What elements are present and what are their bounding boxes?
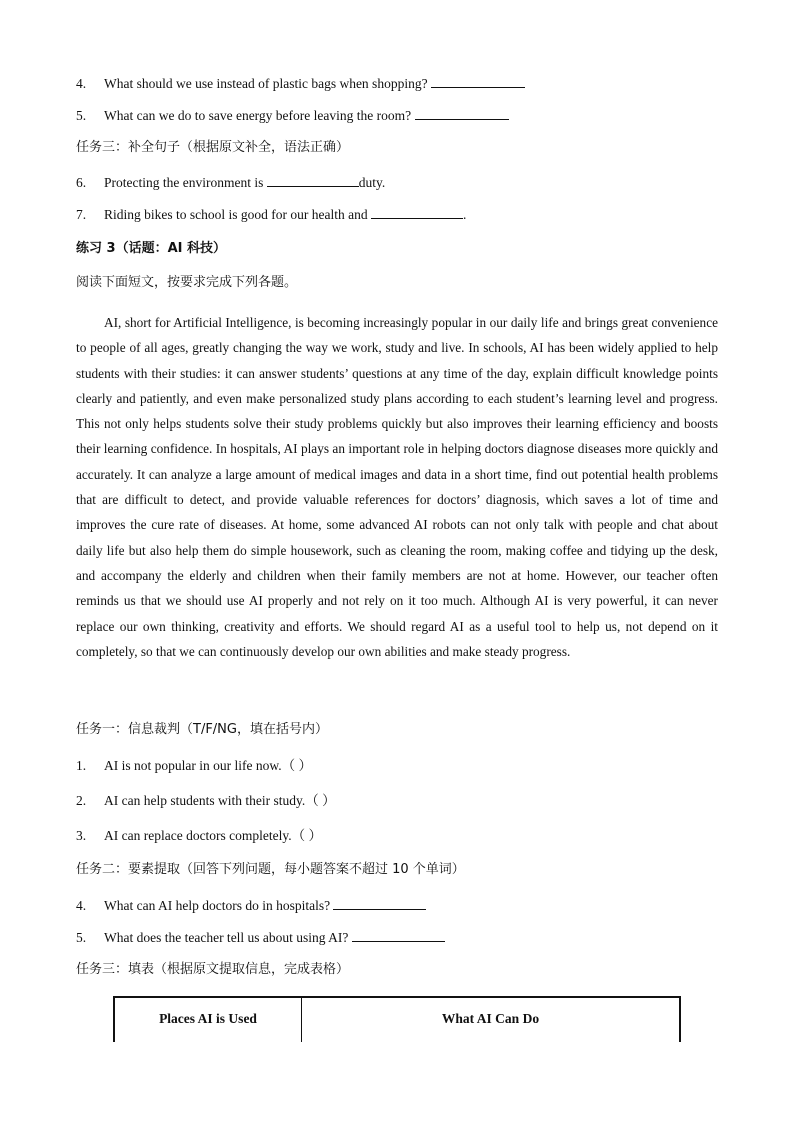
reading-instruction: 阅读下面短文，按要求完成下列各题。 bbox=[76, 275, 298, 290]
question-text: What should we use instead of plastic bags when shopping? bbox=[104, 76, 431, 91]
question-number: 4. bbox=[76, 898, 87, 913]
answer-blank[interactable] bbox=[371, 206, 463, 219]
task-three-table-heading: 任务三：填表（根据原文提取信息，完成表格） bbox=[76, 962, 350, 977]
question-text[interactable]: AI can help students with their study.（ ） bbox=[104, 793, 336, 808]
question-number: 1. bbox=[76, 758, 87, 773]
task-two-heading: 任务二：要素提取（回答下列问题，每小题答案不超过 10 个单词） bbox=[76, 862, 465, 877]
question-4-plastic-bags bbox=[76, 75, 525, 93]
question-5-teacher-advice bbox=[76, 929, 445, 947]
question-text[interactable]: AI can replace doctors completely.（ ） bbox=[104, 828, 323, 843]
question-number: 6. bbox=[76, 175, 87, 190]
answer-blank[interactable] bbox=[352, 929, 445, 942]
question-text[interactable]: AI is not popular in our life now.（ ） bbox=[104, 758, 312, 773]
question-1-ai-popular bbox=[76, 757, 312, 775]
question-number: 3. bbox=[76, 828, 87, 843]
ai-usage-table bbox=[113, 996, 681, 1042]
question-4-ai-hospitals bbox=[76, 897, 426, 915]
answer-blank[interactable] bbox=[267, 174, 359, 187]
table-header-what-ai-can-do: What AI Can Do bbox=[441, 1011, 540, 1026]
question-text-before: Protecting the environment is bbox=[104, 175, 267, 190]
question-text-before: Riding bikes to school is good for our health and bbox=[104, 207, 371, 222]
answer-blank[interactable] bbox=[431, 75, 525, 88]
question-5-save-energy bbox=[76, 107, 509, 125]
question-3-ai-doctors bbox=[76, 827, 322, 845]
question-number: 4. bbox=[76, 76, 87, 91]
question-text-after: . bbox=[462, 207, 467, 222]
exercise-3-title: 练习 3（话题：AI 科技） bbox=[76, 241, 226, 256]
table-header-places: Places AI is Used bbox=[159, 1011, 257, 1026]
answer-blank[interactable] bbox=[333, 897, 426, 910]
question-text-after: duty. bbox=[358, 175, 386, 190]
question-text: What does the teacher tell us about using AI? bbox=[104, 930, 352, 945]
reading-passage: AI, short for Artificial Intelligence, is becoming increasingly popular in our daily life and brings great convenience to people of all ages, greatly changing the way we work, study and live. In schools, AI has been widely applied to help students with their studies: it can answer students’ questions at any time of the day, explain difficult knowledge points clearly and patiently, and even make personalized study plans according to each student’s learning level and progress. This not only helps students solve their study problems quickly but also improves their learning efficiency and boosts their learning confidence. In hospitals, AI plays an important role in helping doctors diagnose diseases more quickly and accurately. It can analyze a large amount of medical images and data in a short time, find out potential health problems that are difficult to detect, and provide valuable references for doctors’ diagnosis, which saves a lot of time and improves the cure rate of diseases. At home, some advanced AI robots can not only talk with people and chat about daily life but also help them do simple housework, such as cleaning the room, making coffee and tidying up the desk, and accompany the elderly and children when their family members are not at home. However, our teacher often reminds us that we should use AI properly and not rely on it too much. Although AI is very powerful, it can never replace our own thinking, creativity and efforts. We should regard AI as a useful tool to help us, not depend on it completely, so that we can continuously develop our own abilities and make steady progress. bbox=[76, 315, 718, 659]
question-text: What can AI help doctors do in hospitals? bbox=[104, 898, 334, 913]
question-7-riding-bikes bbox=[76, 206, 466, 224]
question-text: What can we do to save energy before leaving the room? bbox=[104, 108, 415, 123]
question-number: 2. bbox=[76, 793, 87, 808]
answer-blank[interactable] bbox=[415, 107, 509, 120]
task-one-heading: 任务一：信息裁判（T/F/NG，填在括号内） bbox=[76, 722, 328, 737]
question-2-ai-students bbox=[76, 792, 336, 810]
question-number: 5. bbox=[76, 930, 87, 945]
question-number: 5. bbox=[76, 108, 87, 123]
question-6-protect-environment bbox=[76, 174, 385, 192]
task-three-heading: 任务三：补全句子（根据原文补全，语法正确） bbox=[76, 140, 350, 155]
question-number: 7. bbox=[76, 207, 87, 222]
